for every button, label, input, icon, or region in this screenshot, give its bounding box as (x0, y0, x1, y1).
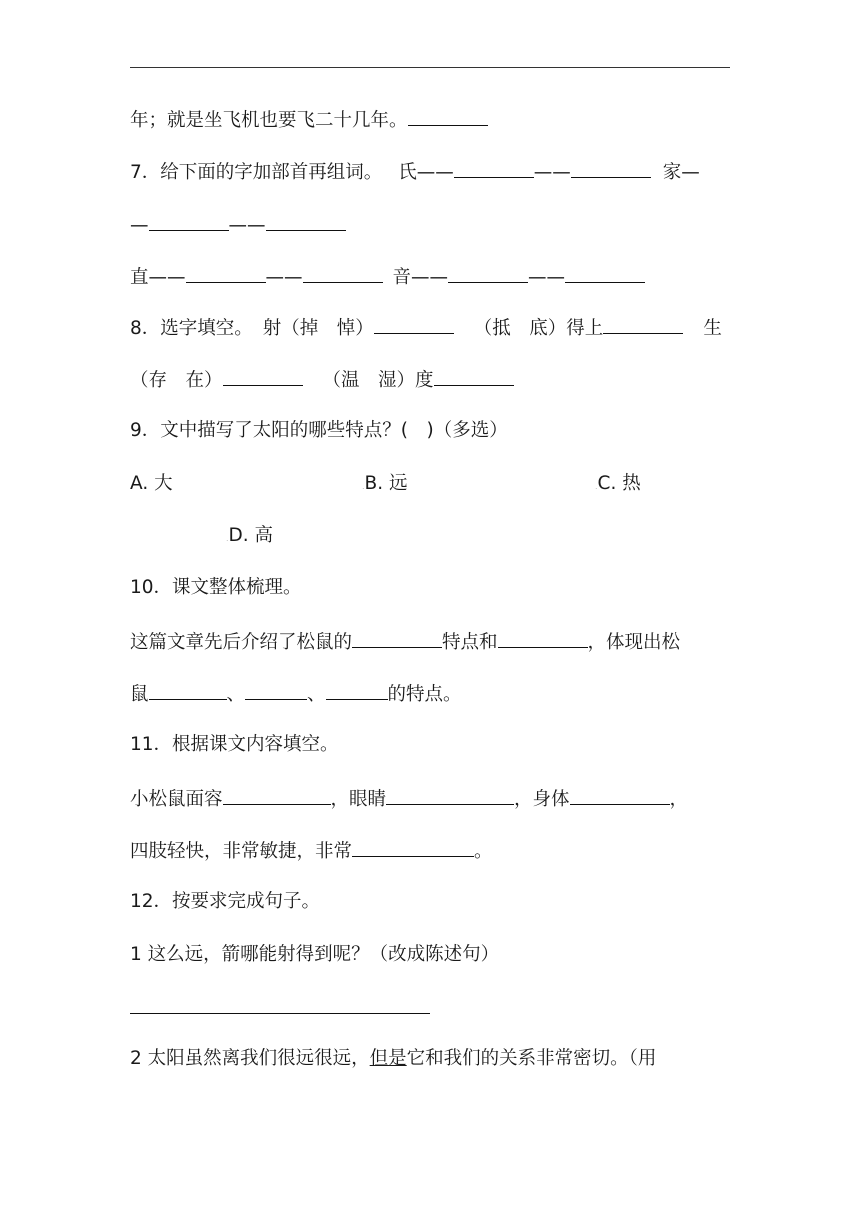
answer-blank[interactable] (223, 784, 331, 805)
sentence-text: ， (669, 789, 689, 810)
answer-blank[interactable] (245, 679, 307, 700)
answer-blank[interactable] (223, 365, 303, 386)
option-5: （温 湿）度 (322, 370, 434, 391)
question-7-prompt: 7．给下面的字加部首再组词。 (130, 162, 383, 183)
dash: —— (528, 267, 566, 288)
option-2: （抵 底）得上 (473, 318, 604, 339)
question-11-sentence-1 (130, 784, 688, 814)
question-9-prompt: 9．文中描写了太阳的哪些特点？( )（多选） (130, 420, 508, 441)
answer-line[interactable] (130, 993, 430, 1014)
question-8 (130, 313, 722, 343)
question-12-item-1 (130, 941, 499, 969)
question-12-item-1-answer (130, 993, 430, 1023)
choice-c[interactable]: .C. 热 (595, 473, 641, 494)
question-10 (130, 574, 302, 602)
answer-blank[interactable] (448, 262, 528, 283)
sentence-text: 、 (307, 684, 326, 705)
sentence-text: ，身体 (514, 789, 570, 810)
item-text: 2 太阳虽然离我们很远很远， (130, 1048, 370, 1069)
choice-c-label: C. 热 (597, 473, 641, 494)
answer-blank[interactable] (326, 679, 388, 700)
answer-blank[interactable] (498, 627, 588, 648)
question-11-prompt: 11．根据课文内容填空。 (130, 734, 339, 755)
char-3: 直—— (130, 267, 186, 288)
dash: —— (228, 215, 266, 236)
choice-d[interactable]: .D. 高 (226, 525, 274, 546)
question-7-cont (130, 210, 346, 240)
item-text: 1 这么远，箭哪能射得到呢？（改成陈述句） (130, 944, 500, 965)
question-10-sentence-1 (130, 627, 680, 657)
char-4: 音—— (392, 267, 449, 288)
dash: —— (265, 267, 303, 288)
sentence-text: 小松鼠面容 (130, 789, 223, 810)
dash: — (130, 215, 149, 236)
answer-blank[interactable] (386, 784, 514, 805)
choice-b[interactable]: .B. 远 (362, 473, 408, 494)
answer-blank[interactable] (434, 365, 514, 386)
sentence-text: 。 (474, 841, 493, 862)
answer-blank[interactable] (603, 313, 683, 334)
question-10-sentence-2 (130, 679, 462, 709)
continuation-line (130, 105, 488, 135)
option-1: 射（掉 悼） (262, 318, 374, 339)
question-12-item-2 (130, 1045, 656, 1073)
answer-blank[interactable] (571, 157, 651, 178)
sentence-text: 特点和 (442, 632, 498, 653)
answer-blank[interactable] (186, 262, 266, 283)
answer-blank[interactable] (454, 157, 534, 178)
sentence-text: 、 (226, 684, 246, 705)
choice-b-label: B. 远 (364, 473, 408, 494)
question-11 (130, 731, 339, 759)
header-rule (130, 67, 730, 68)
sentence-text: 这篇文章先后介绍了松鼠的 (130, 632, 353, 653)
sentence-text: ，眼睛 (330, 789, 387, 810)
sentence-text: 四肢轻快，非常敏捷，非常 (130, 841, 353, 862)
sentence-text: 的特点。 (387, 684, 462, 705)
choice-a-label: A. 大 (130, 473, 173, 494)
option-3: 生 (703, 318, 722, 339)
sentence-text: ，体现出松 (587, 632, 681, 653)
answer-blank[interactable] (149, 210, 229, 231)
underlined-word: 但是 (369, 1048, 407, 1069)
question-8-prompt: 8．选字填空。 (130, 318, 253, 339)
question-8-cont (130, 365, 514, 395)
dash: —— (533, 162, 571, 183)
answer-blank[interactable] (266, 210, 346, 231)
answer-blank[interactable] (408, 105, 488, 126)
item-text: 它和我们的关系非常密切。（用 (406, 1048, 657, 1069)
char-2: 家— (662, 162, 700, 183)
question-12-prompt: 12．按要求完成句子。 (130, 891, 321, 912)
question-11-sentence-2 (130, 836, 493, 866)
question-7-cont2 (130, 262, 645, 292)
choice-d-label: D. 高 (228, 525, 274, 546)
question-9 (130, 417, 508, 445)
question-7 (130, 157, 700, 187)
answer-blank[interactable] (303, 262, 383, 283)
question-10-prompt: 10．课文整体梳理。 (130, 577, 302, 598)
answer-blank[interactable] (374, 313, 454, 334)
continuation-text: 年；就是坐飞机也要飞二十几年。 (130, 110, 408, 131)
sentence-text: 鼠 (130, 684, 149, 705)
choice-a[interactable] (130, 470, 173, 498)
answer-blank[interactable] (149, 679, 227, 700)
answer-blank[interactable] (570, 784, 670, 805)
char-1: 氏—— (398, 162, 454, 183)
option-4: （存 在） (130, 370, 223, 391)
question-12 (130, 888, 320, 916)
answer-blank[interactable] (352, 836, 474, 857)
answer-blank[interactable] (565, 262, 645, 283)
answer-blank[interactable] (352, 627, 442, 648)
